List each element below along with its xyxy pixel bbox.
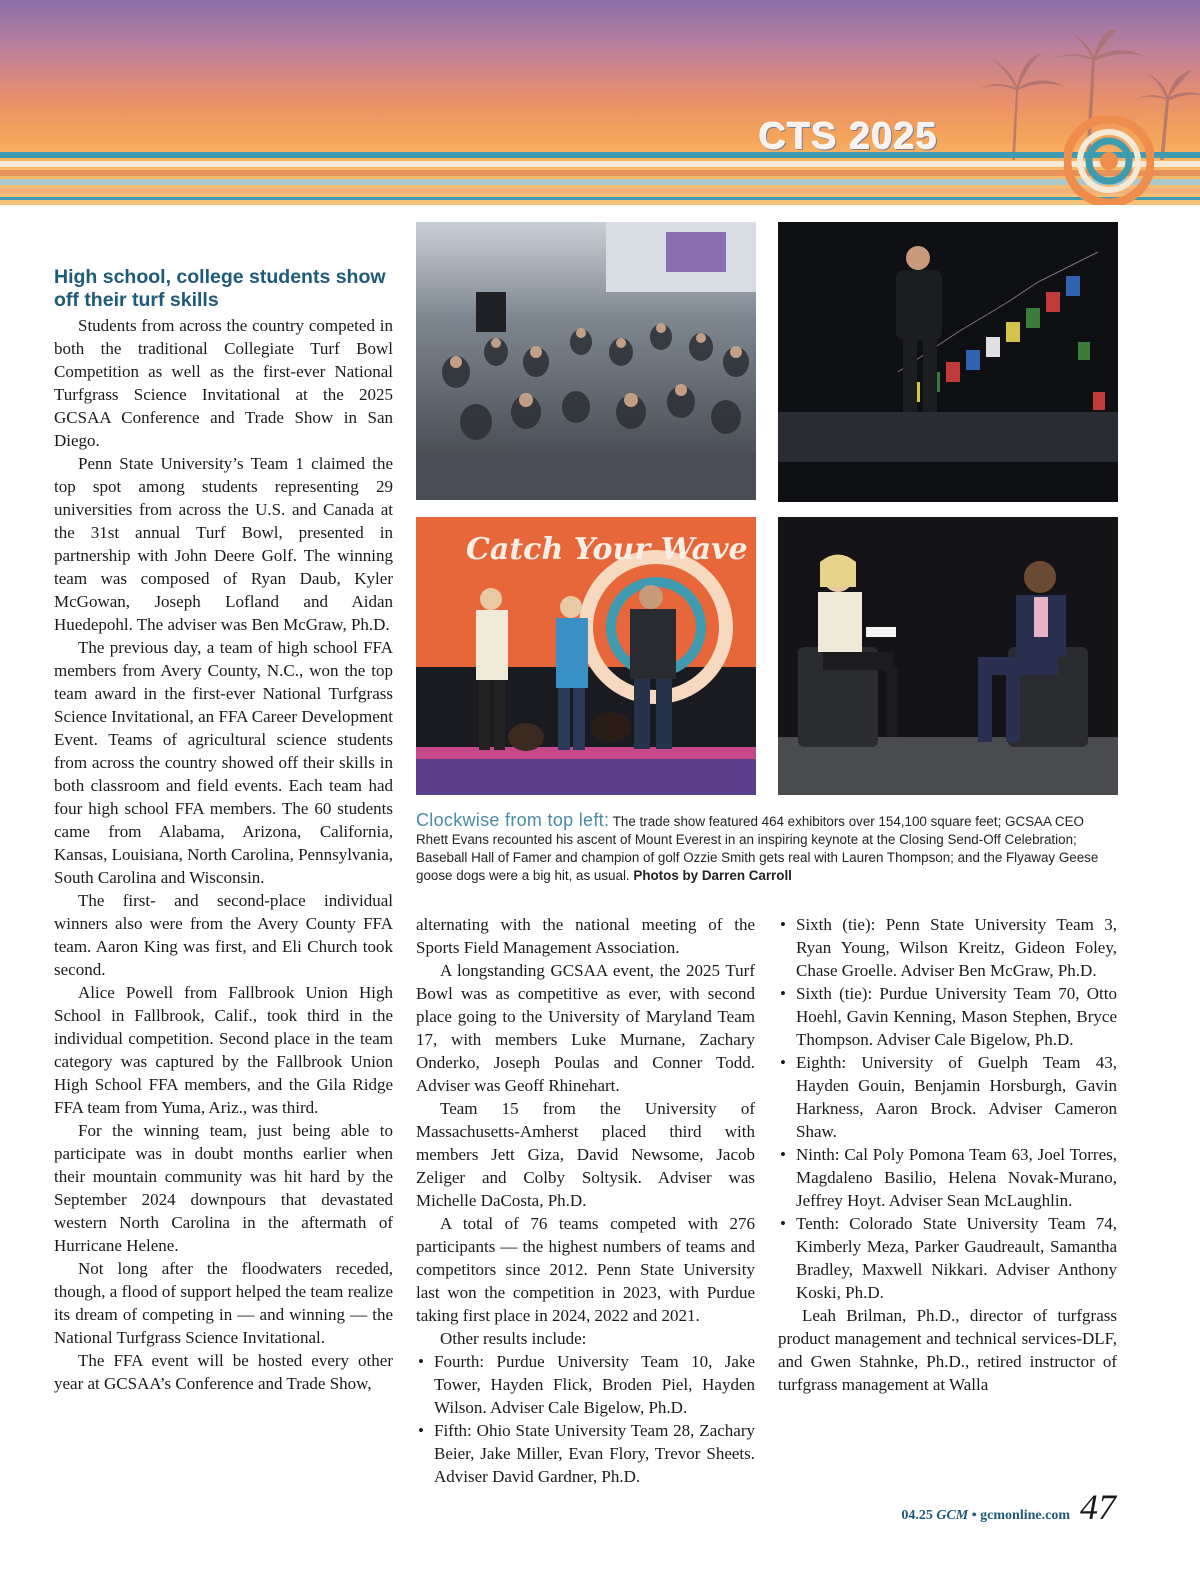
photo-goose-dogs-stage [416,517,756,795]
page-number: 47 [1080,1487,1116,1527]
paragraph: For the winning team, just being able to participate was in doubt months earlier when their mountain community was hit hard by the September 2024 downpours that devastated western North Carolina in the aftermath of Hurricane Helene. [54,1121,393,1255]
paragraph: Alice Powell from Fallbrook Union High School in Fallbrook, Calif., took third in the individual competition. Second place in the team category was captured by the Fallbrook Union High School FFA members, and the Gila Ridge FFA team from Yuma, Ariz., was third. [54,983,393,1117]
stage-banner-text: Catch Your Wave [466,532,748,567]
photo-ozzie-smith-interview [778,517,1118,795]
list-item: • Fifth: Ohio State University Team 28, Zachary Beier, Jake Miller, Evan Flory, Trevor Sheets. Adviser David Gardner, Ph.D. [416,1419,755,1488]
list-item: • Fourth: Purdue University Team 10, Jake Tower, Hayden Flick, Broden Piel, Hayden Wilson. Adviser Cale Bigelow, Ph.D. [416,1350,755,1419]
folio [901,1508,1070,1524]
magazine-name: GCM [936,1508,969,1523]
banner-stripes [0,152,1200,205]
results-list [778,913,1117,1304]
paragraph: Penn State University’s Team 1 claimed the top spot among students representing 29 universities from across the U.S. and Canada at the 31st annual Turf Bowl, presented in partnership with John Deere Golf. The winning team was composed of Ryan Daub, Kyler McGowan, Joseph Lofland and Aidan Huedepohl. The adviser was Ben McGraw, Ph.D. [54,454,393,634]
list-item: • Eighth: University of Guelph Team 43, Hayden Gouin, Benjamin Horsburgh, Gavin Harkness, Aaron Brock. Adviser Cameron Shaw. [778,1051,1117,1143]
issue-date: 04.25 [901,1508,933,1523]
swirl-logo-icon [1064,116,1154,205]
paragraph: Not long after the floodwaters receded, though, a flood of support helped the team realize its dream of competing in — and winning — the National Turfgrass Science Invitational. [54,1259,393,1347]
website: gcmonline.com [980,1508,1070,1523]
caption-lead: Clockwise from top left: [416,810,610,830]
article-headline: High school, college students show off their turf skills [54,266,386,311]
photo-credit: Photos by Darren Carroll [633,868,792,883]
paragraph: alternating with the national meeting of the Sports Field Management Association. [416,915,755,957]
paragraph: The previous day, a team of high school FFA members from Avery County, N.C., won the top team award in the first-ever National Turfgrass Science Invitational, an FFA Career Development Event. Teams of agricultural science students from across the country showed off their skills in both classroom and field events. Each team had four high school FFA members. The 60 students came from Alabama, Arizona, California, Kansas, Louisiana, North Carolina, Pennsylvania, South Carolina and Wisconsin. [54,638,393,887]
folio-separator: • [971,1508,977,1523]
article-column-1 [54,314,393,1395]
list-item: • Ninth: Cal Poly Pomona Team 63, Joel Torres, Magdaleno Basilio, Helena Novak-Murano, Jeffrey Hoyt. Adviser Sean McLaughlin. [778,1143,1117,1212]
paragraph: The FFA event will be hosted every other year at GCSAA’s Conference and Trade Show, [54,1351,393,1393]
paragraph: A longstanding GCSAA event, the 2025 Turf Bowl was as competitive as ever, with second place going to the University of Maryland Team 17, with members Luke Murnane, Zachary Onderko, Joseph Poulas and Conner Todd. Adviser was Geoff Rhinehart. [416,961,755,1095]
list-item: • Sixth (tie): Purdue University Team 70, Otto Hoehl, Gavin Kenning, Mason Stephen, Bryce Thompson. Adviser Cale Bigelow, Ph.D. [778,982,1117,1051]
photo-trade-show-crowd [416,222,756,500]
photo-caption [416,811,1116,885]
paragraph: Leah Brilman, Ph.D., director of turfgrass product management and technical services-DLF, and Gwen Stahnke, Ph.D., retired instructor of turfgrass management at Walla [778,1306,1117,1394]
paragraph: Other results include: [440,1329,587,1348]
article-column-2 [416,913,755,1488]
results-list [416,1350,755,1488]
article-column-3 [778,913,1117,1396]
paragraph: The first- and second-place individual winners also were from the Avery County FFA team. Aaron King was first, and Eli Church took second. [54,891,393,979]
page-footer [901,1486,1116,1526]
section-title: CTS 2025 [758,116,938,158]
caption-text: The trade show featured 464 exhibitors over 154,100 square feet; GCSAA CEO Rhett Evans recounted his ascent of Mount Everest in an inspiring keynote at the Closing Send-Off Celebration; Baseball Hall of Famer and champion of golf Ozzie Smith gets real with Lauren Thompson; and the Flyaway Geese goose dogs were a big hit, as usual. [416,814,1099,883]
list-item: • Sixth (tie): Penn State University Team 3, Ryan Young, Wilson Kreitz, Gideon Foley, Chase Groelle. Adviser Ben McGraw, Ph.D. [778,913,1117,982]
photo-keynote-speaker [778,222,1118,502]
cts-banner [0,0,1200,205]
paragraph: A total of 76 teams competed with 276 participants — the highest numbers of teams and competitors since 2012. Penn State University last won the competition in 2023, with Purdue taking first place in 2024, 2022 and 2021. [416,1214,755,1325]
paragraph: Team 15 from the University of Massachusetts-Amherst placed third with members Jett Giza, David Newsome, Jacob Zeliger and Colby Soltysik. Adviser was Michelle DaCosta, Ph.D. [416,1099,755,1210]
paragraph: Students from across the country competed in both the traditional Collegiate Turf Bowl Competition as well as the first-ever National Turfgrass Science Invitational at the 2025 GCSAA Conference and Trade Show in San Diego. [54,316,393,450]
list-item: • Tenth: Colorado State University Team 74, Kimberly Meza, Parker Gaudreault, Samantha Bradley, Maxwell Nikkari. Adviser Anthony Koski, Ph.D. [778,1212,1117,1304]
